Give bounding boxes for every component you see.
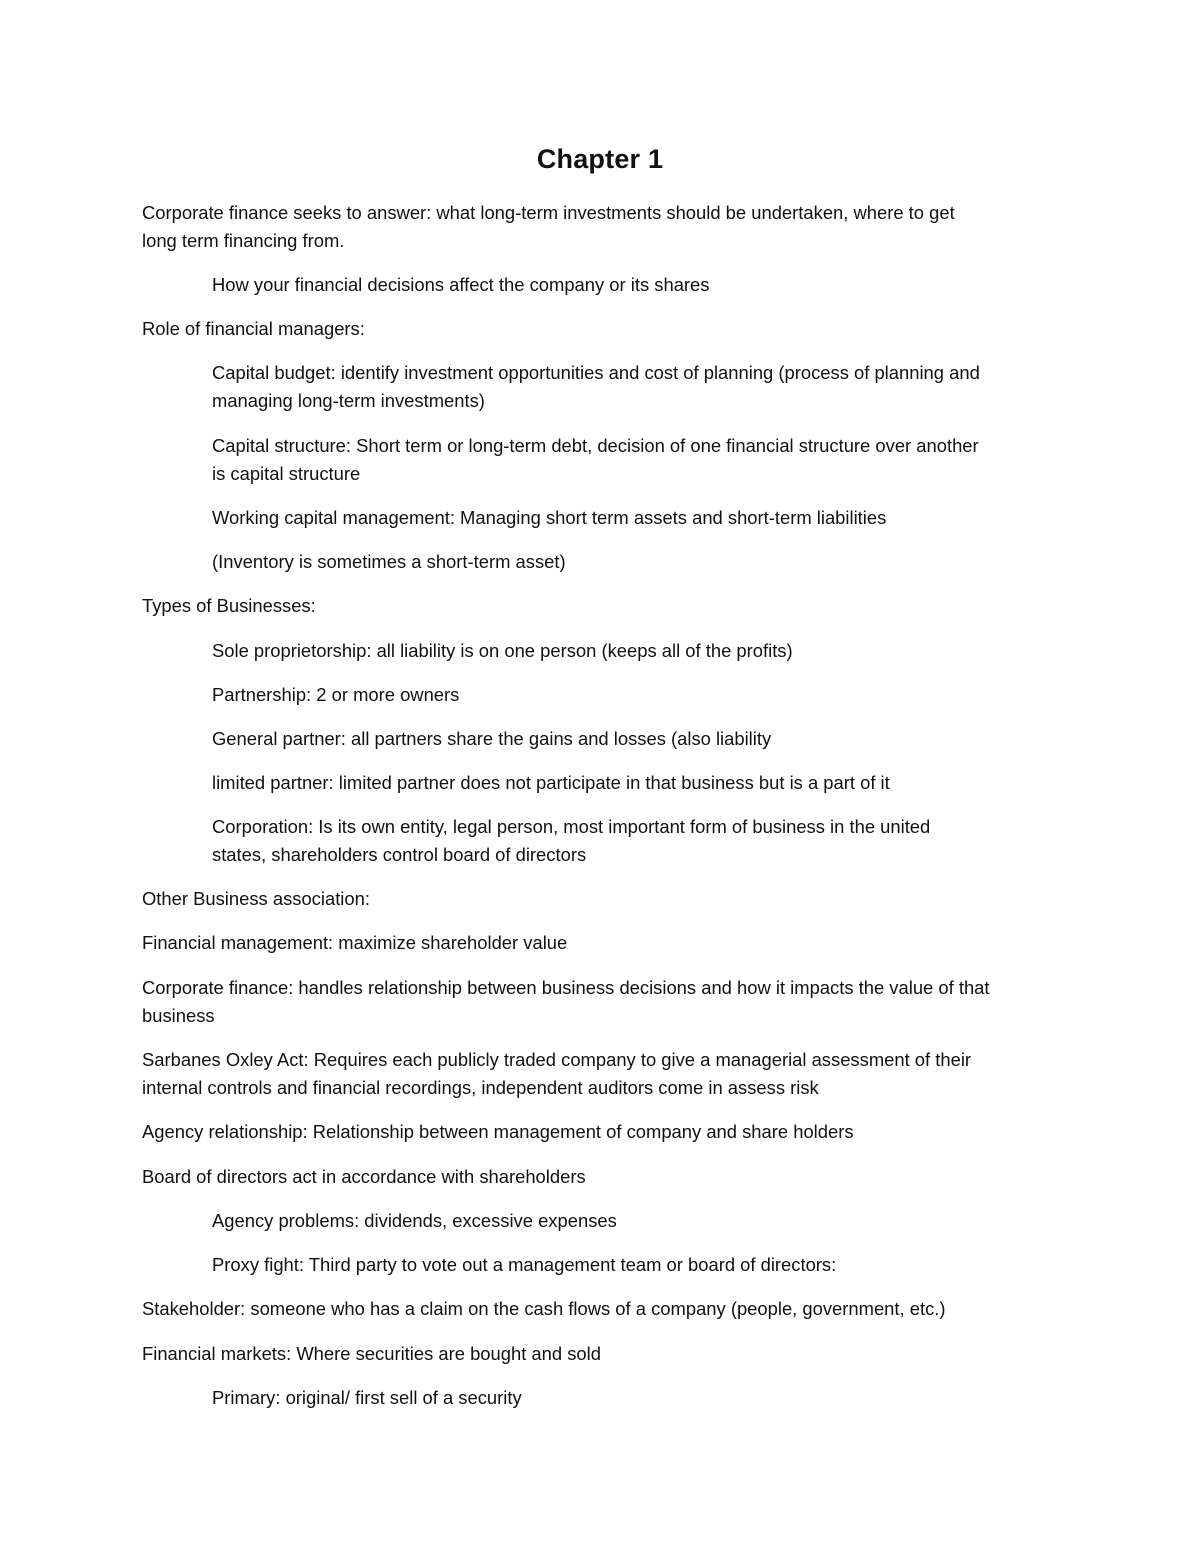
- heading-types-of-businesses: [142, 592, 316, 620]
- paragraph-financial-management: [142, 929, 567, 957]
- text-line: General partner: all partners share the gains and losses (also liability: [212, 728, 772, 749]
- text-line: Agency relationship: Relationship between management of company and share holders: [142, 1121, 854, 1142]
- text-line: Sole proprietorship: all liability is on one person (keeps all of the profits): [212, 640, 793, 661]
- text-line: Partnership: 2 or more owners: [212, 684, 460, 705]
- paragraph-primary-market: [212, 1384, 522, 1412]
- text-line: Other Business association:: [142, 888, 370, 909]
- paragraph-capital-structure: [212, 432, 979, 488]
- paragraph-partnership: [212, 681, 459, 709]
- text-line: Stakeholder: someone who has a claim on the cash flows of a company (people, government, etc.): [142, 1298, 946, 1319]
- text-line: limited partner: limited partner does not participate in that business but is a part of it: [212, 772, 890, 793]
- text-line: Working capital management: Managing short term assets and short-term liabilities: [212, 507, 887, 528]
- text-line: Corporation: Is its own entity, legal person, most important form of business in the united: [212, 816, 931, 837]
- paragraph-corporate-finance-definition: [142, 974, 990, 1030]
- text-line: long term financing from.: [142, 230, 345, 251]
- text-line: Types of Businesses:: [142, 595, 316, 616]
- paragraph-inventory-note: [212, 548, 566, 576]
- paragraph-agency-problems: [212, 1207, 617, 1235]
- paragraph-corporation: [212, 813, 930, 869]
- paragraph-financial-decisions: [212, 271, 709, 299]
- text-line: Corporate finance: handles relationship between business decisions and how it impacts the value of that: [142, 977, 990, 998]
- paragraph-financial-markets: [142, 1340, 601, 1368]
- paragraph-agency-relationship: [142, 1118, 854, 1146]
- paragraph-proxy-fight: [212, 1251, 836, 1279]
- text-line: Capital structure: Short term or long-term debt, decision of one financial structure over another: [212, 435, 979, 456]
- paragraph-sarbanes-oxley: [142, 1046, 971, 1102]
- paragraph-general-partner: [212, 725, 771, 753]
- text-line: Board of directors act in accordance with shareholders: [142, 1166, 586, 1187]
- paragraph-working-capital: [212, 504, 886, 532]
- text-line: states, shareholders control board of directors: [212, 844, 587, 865]
- text-line: internal controls and financial recordings, independent auditors come in assess risk: [142, 1077, 819, 1098]
- paragraph-limited-partner: [212, 769, 890, 797]
- text-line: Financial markets: Where securities are bought and sold: [142, 1343, 601, 1364]
- text-line: How your financial decisions affect the company or its shares: [212, 274, 710, 295]
- text-line: is capital structure: [212, 463, 361, 484]
- text-line: managing long-term investments): [212, 390, 485, 411]
- text-line: Primary: original/ first sell of a security: [212, 1387, 522, 1408]
- text-line: Capital budget: identify investment opportunities and cost of planning (process of planning and: [212, 362, 980, 383]
- text-line: business: [142, 1005, 215, 1026]
- paragraph-board-of-directors: [142, 1163, 586, 1191]
- text-line: Proxy fight: Third party to vote out a management team or board of directors:: [212, 1254, 837, 1275]
- paragraph-stakeholder: [142, 1295, 946, 1323]
- text-line: Sarbanes Oxley Act: Requires each publicly traded company to give a managerial assessment of their: [142, 1049, 972, 1070]
- text-line: Role of financial managers:: [142, 318, 365, 339]
- heading-other-business-association: [142, 885, 370, 913]
- text-line: Corporate finance seeks to answer: what long-term investments should be undertaken, where to get: [142, 202, 955, 223]
- heading-role-of-financial-managers: [142, 315, 365, 343]
- paragraph-sole-proprietorship: [212, 637, 793, 665]
- paragraph-corporate-finance-intro: [142, 199, 955, 255]
- page-title: Chapter 1: [536, 144, 664, 174]
- paragraph-capital-budget: [212, 359, 980, 415]
- text-line: Financial management: maximize shareholder value: [142, 932, 568, 953]
- text-line: (Inventory is sometimes a short-term asset): [212, 551, 566, 572]
- text-line: Agency problems: dividends, excessive expenses: [212, 1210, 617, 1231]
